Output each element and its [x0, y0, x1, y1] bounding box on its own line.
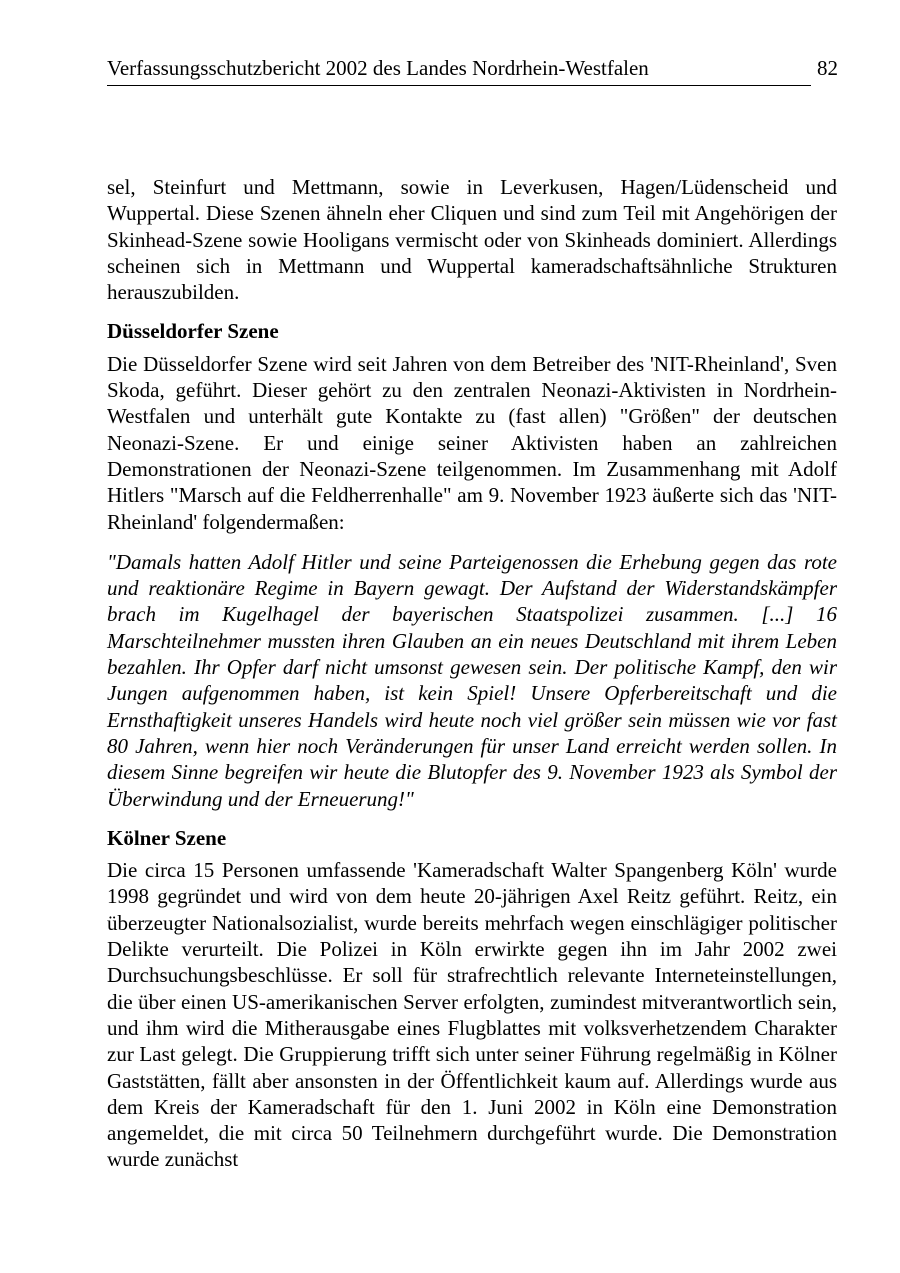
quote-block: "Damals hatten Adolf Hitler und seine Parteigenossen die Erhebung gegen das rote und reaktionäre Regime in Bayern gewagt. Der Aufstand der Widerstandskämpfer brach im Kugelhagel der bayerischen Staatspolizei zusammen. [...] 16 Marschteilnehmer mussten ihren Glauben an ein neues Deutschland mit ihrem Leben bezahlen. Ihr Opfer darf nicht umsonst gewesen sein. Der politische Kampf, den wir Jungen aufgenommen haben, ist kein Spiel! Unsere Opferbereitschaft und die Ernsthaftigkeit unseres Handels wird heute noch viel größer sein müssen wie vor fast 80 Jahren, wenn hier noch Veränderungen für unser Land erreicht werden sollen. In diesem Sinne begreifen wir heute die Blutopfer des 9. November 1923 als Symbol der Überwindung und der Erneuerung!"	[107, 549, 837, 811]
header-title: Verfassungsschutzbericht 2002 des Landes Nordrhein-Westfalen	[107, 56, 649, 80]
body-content	[107, 174, 837, 1173]
intro-paragraph: sel, Steinfurt und Mettmann, sowie in Leverkusen, Hagen/Lüdenscheid und Wuppertal. Diese Szenen ähneln eher Cliquen und sind zum Teil mit Angehörigen der Skinhead-Szene sowie Hooligans vermischt oder von Skinheads dominiert. Allerdings scheinen sich in Mettmann und Wuppertal kameradschaftsähnliche Strukturen herauszubilden.	[107, 175, 837, 305]
section-heading-koeln: Kölner Szene	[107, 825, 227, 850]
section-body-koeln: Die circa 15 Personen umfassende 'Kameradschaft Walter Spangenberg Köln' wurde 1998 gegründet und wird von dem heute 20-jährigen Axel Reitz geführt. Reitz, ein überzeugter Nationalsozialist, wurde bereits mehrfach wegen einschlägiger politischer Delikte verurteilt. Die Polizei in Köln erwirkte gegen ihn im Jahr 2002 zwei Durchsuchungsbeschlüsse. Er soll für strafrechtlich relevante Interneteinstellungen, die über einen US-amerikanischen Server erfolgten, zumindest mitverantwortlich sein, und ihm wird die Mitherausgabe eines Flugblattes mit volksverhetzendem Charakter zur Last gelegt. Die Gruppierung trifft sich unter seiner Führung regelmäßig in Kölner Gaststätten, fällt aber ansonsten in der Öffentlichkeit kaum auf. Allerdings wurde aus dem Kreis der Kameradschaft für den 1. Juni 2002 in Köln eine Demonstration angemeldet, die mit circa 50 Teilnehmern durchgeführt wurde. Die Demonstration wurde zunächst	[107, 858, 837, 1172]
section-heading-duesseldorf: Düsseldorfer Szene	[107, 319, 279, 344]
page-number: 82	[817, 56, 838, 80]
running-header	[107, 55, 811, 86]
section-body-duesseldorf: Die Düsseldorfer Szene wird seit Jahren von dem Betreiber des 'NIT-Rheinland', Sven Skoda, geführt. Dieser gehört zu den zentralen Neonazi-Aktivisten in Nordrhein-Westfalen und unterhält gute Kontakte zu (fast allen) "Größen" der deutschen Neonazi-Szene. Er und einige seiner Aktivisten haben an zahlreichen Demonstrationen der Neonazi-Szene teilgenommen. Im Zusammenhang mit Adolf Hitlers "Marsch auf die Feldherrenhalle" am 9. November 1923 äußerte sich das 'NIT-Rheinland' folgendermaßen:	[107, 351, 837, 534]
